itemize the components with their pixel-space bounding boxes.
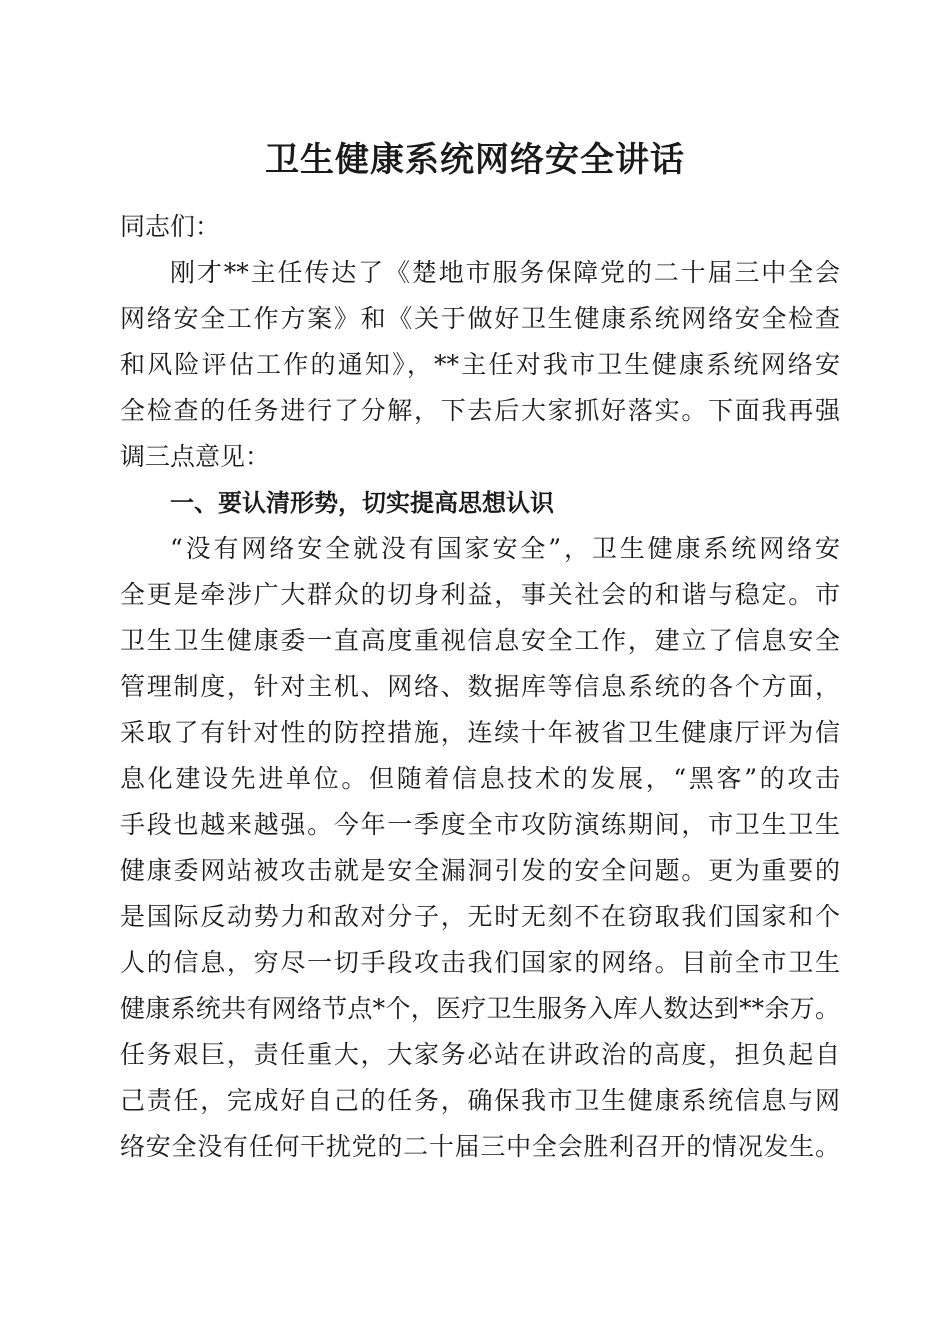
paragraph-line: 健康系统共有网络节点*个，医疗卫生服务入库人数达到**余万。 (120, 994, 840, 1023)
paragraph-line: 人的信息，穷尽一切手段攻击我们国家的网络。目前全市卫生 (120, 948, 840, 977)
paragraph-line: 手段也越来越强。今年一季度全市攻防演练期间，市卫生卫生 (120, 810, 840, 839)
section-heading: 一、要认清形势，切实提高思想认识 (170, 489, 554, 517)
paragraph-line: 调三点意见： (120, 442, 271, 471)
paragraph-line: 全更是牵涉广大群众的切身利益，事关社会的和谐与稳定。市 (120, 580, 840, 609)
paragraph-line: 管理制度，针对主机、网络、数据库等信息系统的各个方面， (120, 672, 840, 701)
paragraph-line: 是国际反动势力和敌对分子，无时无刻不在窃取我们国家和个 (120, 902, 840, 931)
document-body (120, 204, 840, 1170)
paragraph-line: 和风险评估工作的通知》，**主任对我市卫生健康系统网络安 (120, 350, 840, 379)
paragraph-line: 健康委网站被攻击就是安全漏洞引发的安全问题。更为重要的 (120, 856, 840, 885)
salutation: 同志们： (120, 212, 221, 241)
paragraph-line: 息化建设先进单位。但随着信息技术的发展，“黑客”的攻击 (120, 764, 840, 793)
paragraph-line: 全检查的任务进行了分解，下去后大家抓好落实。下面我再强 (120, 396, 840, 425)
paragraph-line: 络安全没有任何干扰党的二十届三中全会胜利召开的情况发生。 (120, 1132, 840, 1161)
paragraph-line: “没有网络安全就没有国家安全”，卫生健康系统网络安 (170, 534, 840, 563)
paragraph-line: 卫生卫生健康委一直高度重视信息安全工作，建立了信息安全 (120, 626, 840, 655)
document-title: 卫生健康系统网络安全讲话 (265, 140, 685, 180)
paragraph-line: 己责任，完成好自己的任务，确保我市卫生健康系统信息与网 (120, 1086, 840, 1115)
paragraph-line: 网络安全工作方案》和《关于做好卫生健康系统网络安全检查 (120, 304, 840, 333)
paragraph-line: 刚才**主任传达了《楚地市服务保障党的二十届三中全会 (170, 258, 840, 287)
paragraph-line: 任务艰巨，责任重大，大家务必站在讲政治的高度，担负起自 (120, 1040, 840, 1069)
paragraph-line: 采取了有针对性的防控措施，连续十年被省卫生健康厅评为信 (120, 718, 840, 747)
